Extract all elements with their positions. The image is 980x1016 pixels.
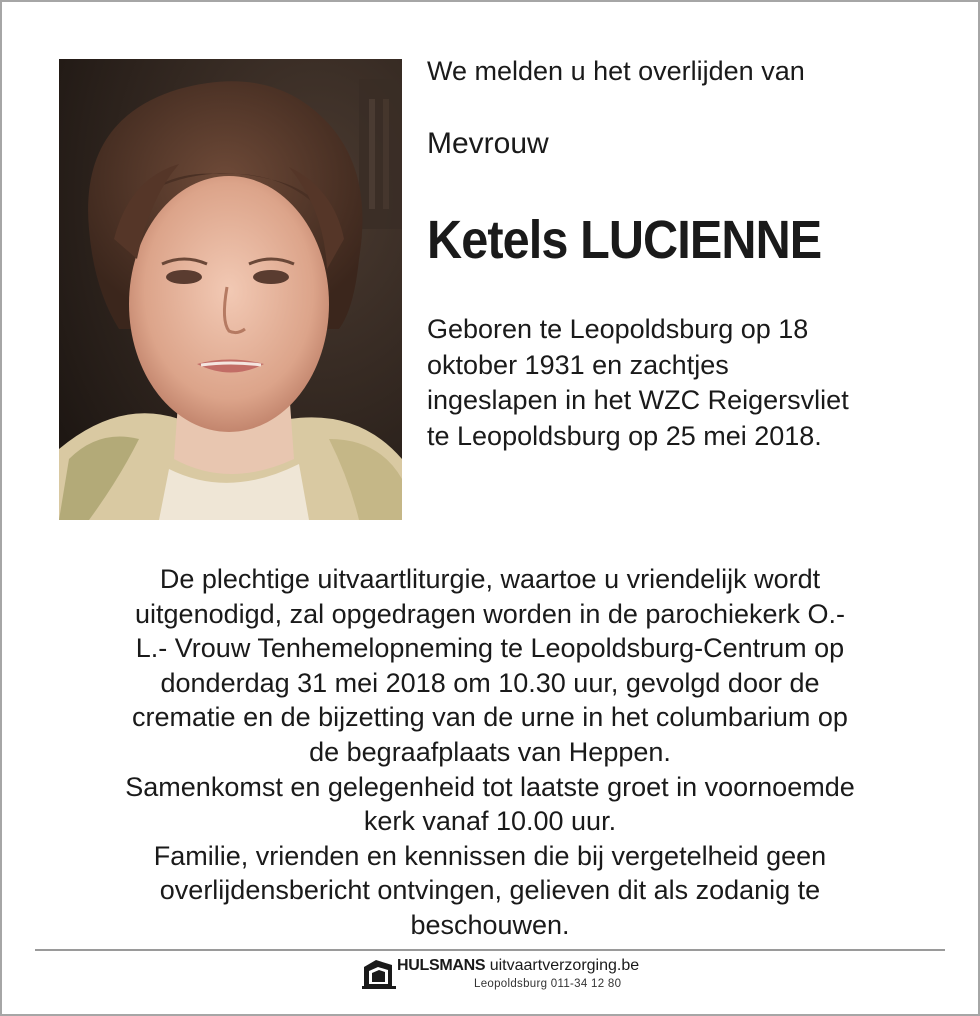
birth-line: ingeslapen in het WZC Reigersvliet	[427, 385, 849, 415]
service-line: De plechtige uitvaartliturgie, waartoe u vriendelijk wordt	[159, 564, 821, 594]
deceased-name: Ketels LUCIENNE	[427, 210, 822, 270]
funeral-home-brand	[397, 956, 639, 976]
service-line: de begraafplaats van Heppen.	[309, 736, 671, 767]
service-line: Familie, vrienden en kennissen die bij vergetelheid geen	[153, 840, 827, 871]
service-line: uitgenodigd, zal opgedragen worden in de parochiekerk O.-	[135, 598, 845, 629]
service-line: L.- Vrouw Tenhemelopneming te Leopoldsburg-Centrum op	[135, 633, 845, 664]
intro-text: We melden u het overlijden van	[427, 56, 805, 86]
service-line: overlijdensbericht ontvingen, gelieven dit als zodanig te	[159, 875, 821, 906]
brand-website: uitvaartverzorging.be	[489, 957, 640, 974]
birth-line: oktober 1931 en zachtjes	[427, 349, 729, 380]
honorific: Mevrouw	[427, 127, 549, 160]
portrait-photo	[59, 59, 402, 520]
footer-divider	[35, 949, 945, 951]
service-line: donderdag 31 mei 2018 om 10.30 uur, gevolgd door de	[160, 667, 820, 698]
birth-death-details	[427, 312, 957, 454]
funeral-home-contact	[474, 977, 621, 991]
service-line: beschouwen.	[410, 909, 570, 940]
contact-phone: 011-34 12 80	[550, 978, 622, 990]
portrait-illustration	[59, 59, 402, 520]
brand-name: HULSMANS	[397, 957, 486, 974]
birth-line: Geboren te Leopoldsburg op 18	[427, 314, 809, 344]
service-line: crematie en de bijzetting van de urne in het columbarium op	[132, 702, 848, 733]
funeral-home-logo-icon	[362, 957, 396, 989]
birth-line: te Leopoldsburg op 25 mei 2018.	[427, 420, 822, 451]
service-line: Samenkomst en gelegenheid tot laatste groet in voornoemde	[125, 771, 855, 802]
contact-city: Leopoldsburg	[474, 978, 548, 990]
service-line: kerk vanaf 10.00 uur.	[363, 806, 617, 837]
service-details	[40, 562, 940, 943]
